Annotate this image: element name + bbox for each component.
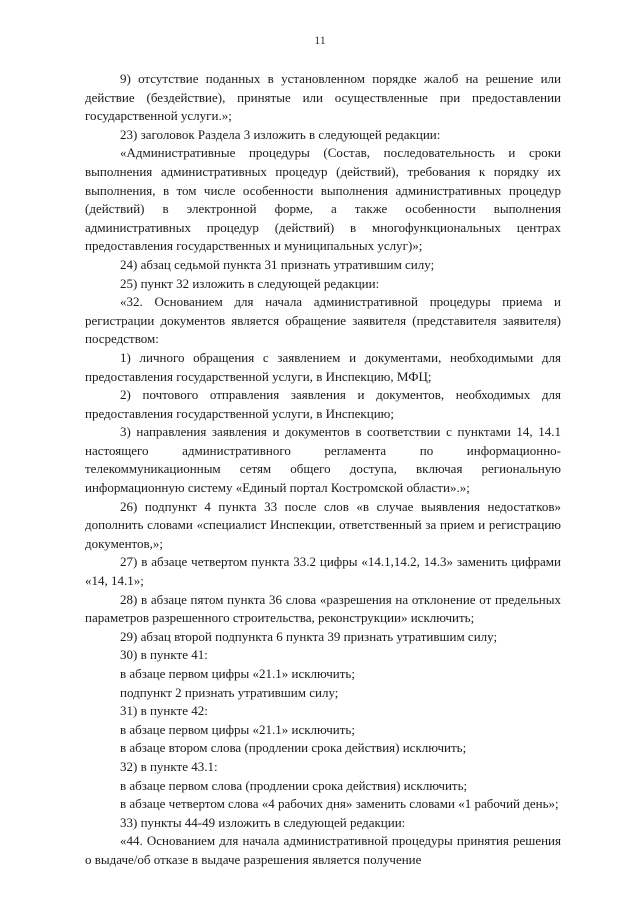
paragraph-item-26: 26) подпункт 4 пункта 33 после слов «в случае выявления недостатков» дополнить словами «специалист Инспекции, ответственный за прием и регистрацию документов,»;: [85, 498, 561, 551]
paragraph-item-30-a: в абзаце первом цифры «21.1» исключить;: [120, 666, 355, 681]
paragraph-item-30-b: подпункт 2 признать утратившим силу;: [120, 684, 339, 700]
paragraph-item-32: 32) в пункте 43.1:: [120, 758, 218, 774]
paragraph-item-25: 25) пункт 32 изложить в следующей редакции:: [120, 275, 380, 291]
paragraph-subitem-3: 3) направления заявления и документов в соответствии с пунктами 14, 14.1 настоящего административного регламента по информационно-телекоммуникационным сетям общего доступа, включая региональную информационную систему «Единый портал Костромской области».»;: [85, 424, 561, 496]
paragraph-subitem-1: 1) личного обращения с заявлением и документами, необходимыми для предоставления государственной услуги, в Инспекцию, МФЦ;: [85, 349, 561, 384]
paragraph-item-9: 9) отсутствие поданных в установленном порядке жалоб на решение или действие (бездействие), принятые или осуществленные при предоставлении государственной услуги.»;: [85, 71, 561, 124]
paragraph-clause-32: «32. Основанием для начала административной процедуры приема и регистрации документов является обращение заявителя (представителя заявителя) посредством:: [85, 294, 561, 347]
paragraph-item-33: 33) пункты 44-49 изложить в следующей редакции:: [120, 814, 406, 830]
paragraph-section-3-title: «Административные процедуры (Состав, последовательность и сроки выполнения административных процедур (действий), требования к порядку их выполнения, в том числе особенности выполнения административных процедур (действий) в электронной форме, а также особенности выполнения административных процедур (действий) в многофункциональных центрах предоставления государственных и муниципальных услуг)»;: [85, 145, 561, 254]
paragraph-item-31: 31) в пункте 42:: [120, 703, 208, 719]
paragraph-item-32-a: в абзаце первом слова (продлении срока действия) исключить;: [120, 777, 468, 793]
page-number: 11: [314, 33, 326, 47]
paragraph-item-24: 24) абзац седьмой пункта 31 признать утратившим силу;: [120, 256, 435, 272]
paragraph-clause-44: «44. Основанием для начала административной процедуры принятия решения о выдаче/об отказе в выдаче разрешения является получение: [85, 833, 561, 867]
paragraph-item-31-a: в абзаце первом цифры «21.1» исключить;: [120, 721, 355, 737]
paragraph-item-28: 28) в абзаце пятом пункта 36 слова «разрешения на отклонение от предельных параметров разрешенного строительства, реконструкции» исключить;: [85, 591, 561, 626]
paragraph-item-30: 30) в пункте 41:: [120, 647, 208, 663]
paragraph-item-32-b: в абзаце четвертом слова «4 рабочих дня» заменить словами «1 рабочий день»;: [120, 796, 559, 812]
paragraph-item-31-b: в абзаце втором слова (продлении срока действия) исключить;: [120, 740, 467, 756]
paragraph-subitem-2: 2) почтового отправления заявления и документов, необходимых для предоставления государственной услуги, в Инспекцию;: [85, 387, 561, 421]
paragraph-item-29: 29) абзац второй подпункта 6 пункта 39 признать утратившим силу;: [120, 628, 498, 644]
paragraph-item-27: 27) в абзаце четвертом пункта 33.2 цифры «14.1,14.2, 14.3» заменить цифрами «14, 14.1»;: [85, 554, 561, 589]
paragraph-item-23: 23) заголовок Раздела 3 изложить в следующей редакции:: [120, 126, 441, 142]
document-body: [85, 70, 561, 870]
